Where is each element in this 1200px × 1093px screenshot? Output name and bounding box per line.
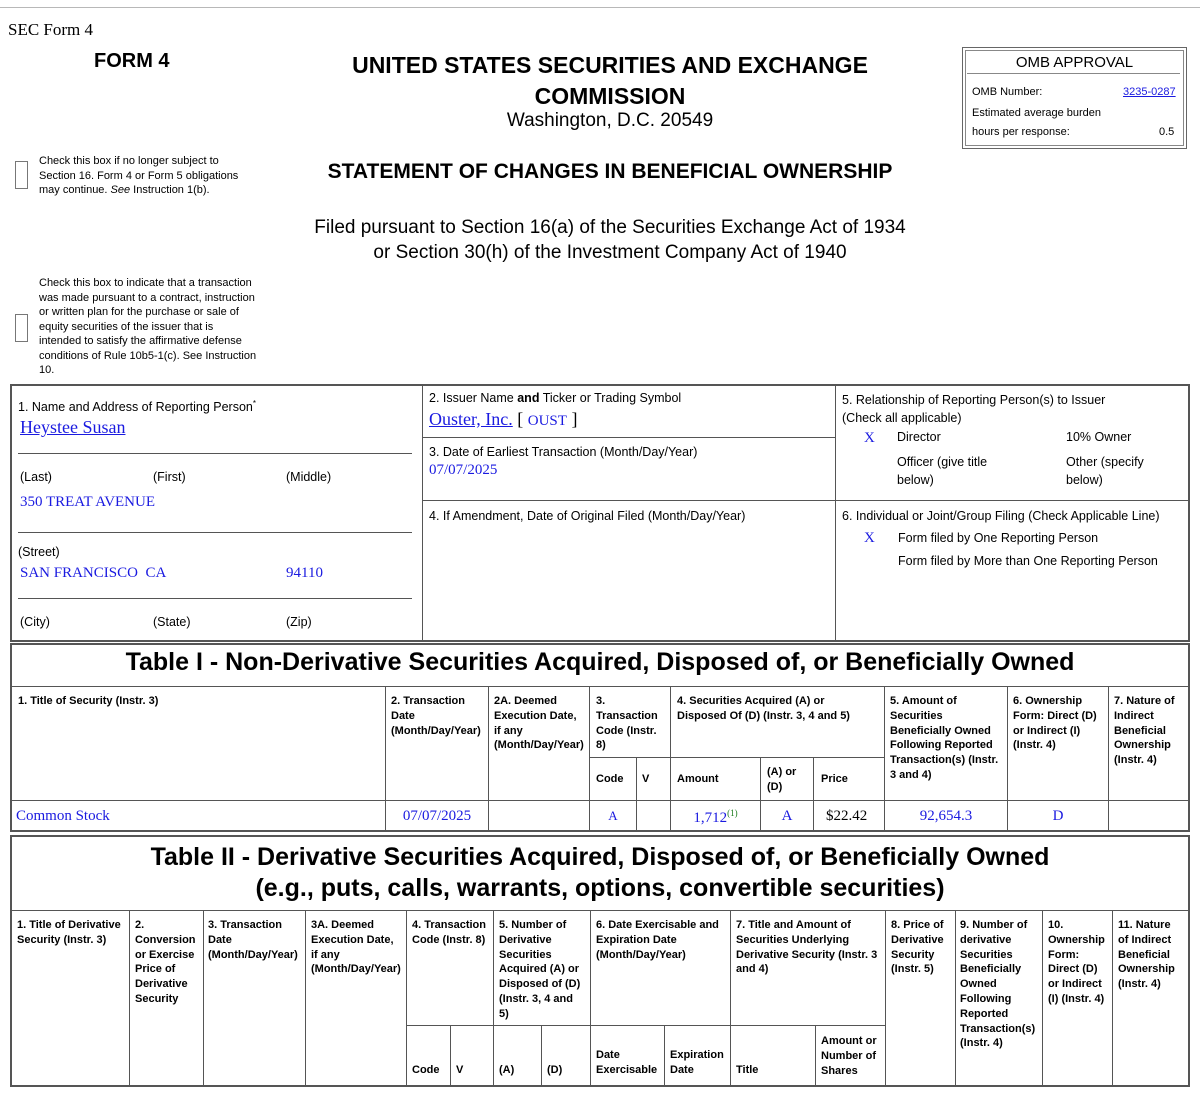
box4-label: 4. If Amendment, Date of Original Filed (Month/Day/Year) xyxy=(429,509,746,523)
box2-label: 2. Issuer Name and Ticker or Trading Symbol xyxy=(429,391,682,405)
rule-10b5-1-text: Check this box to indicate that a transaction was made pursuant to a contract, instruction or written plan for the purchase or sale of equity securities of the issuer that is intended to satisfy the affirmative defense conditions of Rule 10b5-1(c). See Instruction 10. xyxy=(39,277,257,376)
price: $22.42 xyxy=(826,808,868,824)
t1-sub-v: V xyxy=(642,773,650,785)
t2-sub-a: (A) xyxy=(499,1064,515,1076)
state-label: (State) xyxy=(153,615,191,629)
t1-col-acquired: 4. Securities Acquired (A) or Disposed Of (D) (Instr. 3, 4 and 5) xyxy=(677,695,850,722)
acquired-disposed: A xyxy=(781,808,793,824)
statement-title: STATEMENT OF CHANGES IN BENEFICIAL OWNERSHIP xyxy=(327,160,893,183)
t2-sub-expiration: Expiration Date xyxy=(670,1049,724,1076)
t1-col-deemed: 2A. Deemed Execution Date, if any (Month/Day/Year) xyxy=(494,695,584,752)
t2-col-deemed: 3A. Deemed Execution Date, if any (Month/Day/Year) xyxy=(311,919,401,976)
t2-sub-v: V xyxy=(456,1064,464,1076)
other-label: Other (specify below) xyxy=(1066,455,1144,487)
t2-col-number: 5. Number of Derivative Securities Acquired (A) or Disposed of (D) (Instr. 3, 4 and 5) xyxy=(499,919,581,1020)
earliest-transaction-date: 07/07/2025 xyxy=(429,462,498,478)
omb-number-label: OMB Number: xyxy=(972,86,1043,98)
omb-burden-label: Estimated average burden xyxy=(972,107,1102,119)
transaction-code: A xyxy=(608,808,618,823)
top-border xyxy=(0,7,1200,8)
omb-burden-value: 0.5 xyxy=(1159,126,1175,138)
footnote-ref: (1) xyxy=(727,808,738,818)
box6-label: 6. Individual or Joint/Group Filing (Check Applicable Line) xyxy=(842,509,1160,523)
middle-label: (Middle) xyxy=(286,470,332,484)
no-longer-subject-checkbox[interactable] xyxy=(15,161,28,189)
box5-label: 5. Relationship of Reporting Person(s) to Issuer (Check all applicable) xyxy=(842,393,1106,425)
t2-col-owned: 9. Number of derivative Securities Beneficially Owned Following Reported Transaction(s) (Instr. 4) xyxy=(960,919,1036,1050)
t2-col-ownership-form: 10. Ownership Form: Direct (D) or Indirect (I) (Instr. 4) xyxy=(1048,919,1105,1005)
zip-label: (Zip) xyxy=(286,615,312,629)
director-mark: X xyxy=(864,430,875,446)
filed-pursuant: Filed pursuant to Section 16(a) of the Securities Exchange Act of 1934 or Section 30(h) of the Investment Company Act of 1940 xyxy=(314,217,906,263)
t1-col-date: 2. Transaction Date (Month/Day/Year) xyxy=(391,695,481,737)
officer-label: Officer (give title below) xyxy=(897,455,988,487)
t2-col-price: 8. Price of Derivative Security (Instr. 5) xyxy=(891,919,944,976)
table1-title: Table I - Non-Derivative Securities Acquired, Disposed of, or Beneficially Owned xyxy=(125,648,1075,676)
t2-col-nature: 11. Nature of Indirect Beneficial Ownership (Instr. 4) xyxy=(1118,919,1175,991)
multi-person-option: Form filed by More than One Reporting Person xyxy=(898,554,1158,568)
zip-value: 94110 xyxy=(286,565,323,581)
box1-label: 1. Name and Address of Reporting Person* xyxy=(18,399,256,415)
first-label: (First) xyxy=(153,470,186,484)
form-title: FORM 4 xyxy=(94,50,170,72)
t1-sub-code: Code xyxy=(596,773,624,785)
single-filer-mark: X xyxy=(864,530,875,546)
omb-approval-box xyxy=(962,47,1187,149)
t2-sub-d: (D) xyxy=(547,1064,563,1076)
t1-sub-price: Price xyxy=(821,773,848,785)
t1-sub-amount: Amount xyxy=(677,773,719,785)
street-value: 350 TREAT AVENUE xyxy=(20,494,156,510)
omb-hours-label: hours per response: xyxy=(972,126,1070,138)
one-person-option: Form filed by One Reporting Person xyxy=(898,531,1099,545)
omb-title: OMB APPROVAL xyxy=(1015,54,1134,71)
t2-col-date: 3. Transaction Date (Month/Day/Year) xyxy=(208,919,298,961)
box3-label: 3. Date of Earliest Transaction (Month/Day/Year) xyxy=(429,445,698,459)
t1-col-ownership-form: 6. Ownership Form: Direct (D) or Indirect (I) (Instr. 4) xyxy=(1013,695,1097,752)
t2-sub-code: Code xyxy=(412,1064,440,1076)
t1-col-code: 3. Transaction Code (Instr. 8) xyxy=(596,695,658,752)
t1-col-nature: 7. Nature of Indirect Beneficial Ownership (Instr. 4) xyxy=(1114,695,1175,767)
ticker-symbol: OUST xyxy=(527,413,567,429)
t2-col-code: 4. Transaction Code (Instr. 8) xyxy=(412,919,486,946)
last-label: (Last) xyxy=(20,470,52,484)
t1-col-title: 1. Title of Security (Instr. 3) xyxy=(18,695,159,707)
t2-col-conversion: 2. Conversion or Exercise Price of Derivative Security xyxy=(135,919,196,1005)
issuer-line: Ouster, Inc. [ OUST ] xyxy=(429,409,578,429)
amount-owned: 92,654.3 xyxy=(919,808,973,824)
security-title: Common Stock xyxy=(16,808,110,824)
t2-col-exercisable: 6. Date Exercisable and Expiration Date (Month/Day/Year) xyxy=(596,919,719,961)
t2-sub-date-exercisable: Date Exercisable xyxy=(596,1049,658,1076)
t2-sub-title: Title xyxy=(736,1064,759,1076)
rule-10b5-1-checkbox[interactable] xyxy=(15,314,28,342)
ownership-form: D xyxy=(1052,808,1064,824)
agency-city: Washington, D.C. 20549 xyxy=(506,110,714,131)
t1-col-amount-owned: 5. Amount of Securities Beneficially Owned Following Reported Transaction(s) (Instr. 3 and 4) xyxy=(890,695,999,781)
t2-col-underlying: 7. Title and Amount of Securities Underlying Derivative Security (Instr. 3 and 4) xyxy=(736,919,878,976)
director-label: Director xyxy=(897,430,941,444)
t2-sub-amount-shares: Amount or Number of Shares xyxy=(821,1035,877,1077)
street-label: (Street) xyxy=(18,545,60,559)
t1-sub-aord: (A) or (D) xyxy=(767,766,797,793)
omb-number-link[interactable]: 3235-0287 xyxy=(1123,86,1176,98)
city-label: (City) xyxy=(20,615,50,629)
reporting-person-link[interactable]: Heystee Susan xyxy=(20,417,126,437)
agency-title: UNITED STATES SECURITIES AND EXCHANGE COMMISSION xyxy=(352,52,868,109)
table2-title: Table II - Derivative Securities Acquired, Disposed of, or Beneficially Owned (e.g., puts, calls, warrants, options, convertible securities) xyxy=(150,843,1050,902)
no-longer-subject-text: Check this box if no longer subject to Section 16. Form 4 or Form 5 obligations may continue. See Instruction 1(b). xyxy=(39,155,239,196)
amount-cell: 1,712$^{(1)}$ xyxy=(693,808,738,826)
city-state-value: SAN FRANCISCO CA xyxy=(20,565,167,581)
t2-col-title: 1. Title of Derivative Security (Instr. 3) xyxy=(17,919,121,946)
ten-pct-owner-label: 10% Owner xyxy=(1066,430,1132,444)
issuer-link[interactable]: Ouster, Inc. xyxy=(429,409,513,429)
transaction-date: 07/07/2025 xyxy=(402,808,472,824)
page-label: SEC Form 4 xyxy=(8,20,94,39)
